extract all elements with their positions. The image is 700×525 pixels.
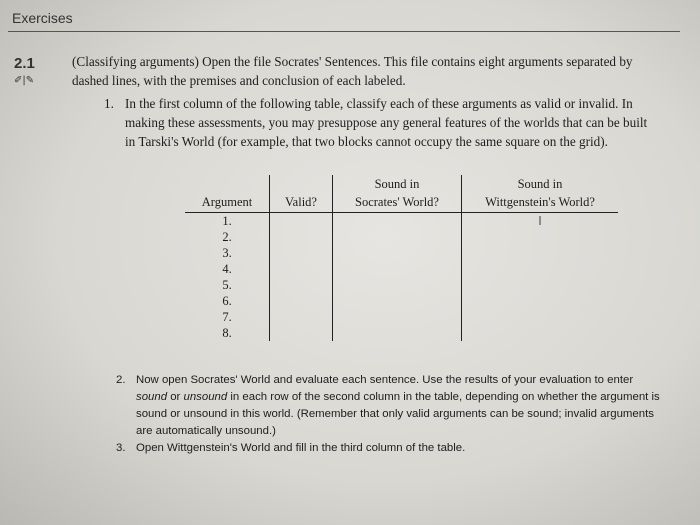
step-3 (116, 440, 661, 457)
valid-cell[interactable] (270, 293, 333, 309)
section-header: Exercises (12, 10, 73, 26)
sound-wittgenstein-cell[interactable] (462, 309, 619, 325)
unsound-term: unsound (183, 391, 228, 403)
argument-number-cell: 2. (222, 230, 232, 244)
sound-wittgenstein-cell[interactable] (462, 261, 619, 277)
sound-socrates-cell[interactable] (333, 309, 462, 325)
argument-number-cell: 1. (222, 214, 232, 228)
argument-number-cell: 5. (222, 278, 232, 292)
step-3-number: 3. (116, 442, 126, 454)
step-2-text (116, 372, 661, 440)
sound-wittgenstein-cell[interactable] (462, 245, 619, 261)
step-2-text-b: in each row of the second column in the table, depending on whether the argument is sound or unsound in this world. (Remember that only valid arguments can be sound; invalid arguments are automatically unsound.) (136, 391, 660, 437)
table-row (185, 277, 618, 293)
argument-number-cell: 4. (222, 262, 232, 276)
sound-term: sound (136, 391, 168, 403)
header-argument: Argument (185, 175, 270, 213)
argument-number-cell: 7. (222, 310, 232, 324)
sound-socrates-cell[interactable] (333, 245, 462, 261)
exercise-number: 2.1 (14, 55, 35, 72)
table-row (185, 309, 618, 325)
header-sound-socrates-line1: Sound in (374, 177, 420, 191)
sound-wittgenstein-cell[interactable] (462, 293, 619, 309)
exercise-title: (Classifying arguments) (72, 54, 199, 69)
valid-cell[interactable] (270, 261, 333, 277)
valid-cell[interactable] (270, 245, 333, 261)
software-pencil-icon: ✐|✎ (14, 75, 35, 86)
step-3-text: Open Wittgenstein's World and fill in the third column of the table. (136, 442, 466, 454)
sound-wittgenstein-cell[interactable] (462, 277, 619, 293)
argument-number-cell: 6. (222, 294, 232, 308)
valid-cell[interactable] (270, 277, 333, 293)
step-2-text-a: Now open Socrates' World and evaluate each sentence. Use the results of your evaluation to enter (136, 374, 634, 386)
table-row (185, 229, 618, 245)
header-sound-wittgenstein-line1: Sound in (517, 177, 563, 191)
valid-cell[interactable] (270, 325, 333, 341)
argument-number-cell: 3. (222, 246, 232, 260)
header-sound-socrates-line2: Socrates' World? (355, 195, 439, 209)
sound-wittgenstein-cell[interactable] (462, 229, 619, 245)
table-header-row (185, 175, 618, 213)
table-row (185, 293, 618, 309)
step-1-number: 1. (104, 96, 114, 111)
valid-cell[interactable] (270, 213, 333, 230)
valid-cell[interactable] (270, 229, 333, 245)
sound-socrates-cell[interactable] (333, 261, 462, 277)
sound-socrates-cell[interactable] (333, 293, 462, 309)
header-sound-wittgenstein (462, 175, 619, 213)
text-cursor-icon: I (538, 214, 542, 228)
table-row (185, 213, 618, 230)
sound-socrates-cell[interactable] (333, 229, 462, 245)
table-row (185, 245, 618, 261)
sound-socrates-cell[interactable] (333, 277, 462, 293)
header-sound-socrates (333, 175, 462, 213)
step-2-or: or (167, 391, 184, 403)
argument-number-cell: 8. (222, 326, 232, 340)
header-valid: Valid? (270, 175, 333, 213)
table-row (185, 325, 618, 341)
sound-socrates-cell[interactable] (333, 213, 462, 230)
step-2 (116, 372, 661, 440)
table-row (185, 261, 618, 277)
step-1 (104, 94, 659, 151)
exercise-intro (72, 52, 657, 90)
valid-cell[interactable] (270, 309, 333, 325)
header-divider (8, 31, 680, 32)
sound-wittgenstein-cell[interactable] (462, 325, 619, 341)
sound-wittgenstein-cell[interactable] (462, 213, 619, 230)
exercise-intro-text: Open the file Socrates' Sentences. This file contains eight arguments separated by dashed lines, with the premises and conclusion of each labeled. (72, 54, 633, 88)
arguments-table (185, 175, 618, 341)
step-2-number: 2. (116, 374, 126, 386)
sound-socrates-cell[interactable] (333, 325, 462, 341)
step-1-text: In the first column of the following table, classify each of these arguments as valid or invalid. In making these assessments, you may presuppose any general features of the worlds that can be built in Tarski's World (for example, that two blocks cannot occupy the same square on the grid). (125, 96, 648, 149)
header-sound-wittgenstein-line2: Wittgenstein's World? (485, 195, 595, 209)
